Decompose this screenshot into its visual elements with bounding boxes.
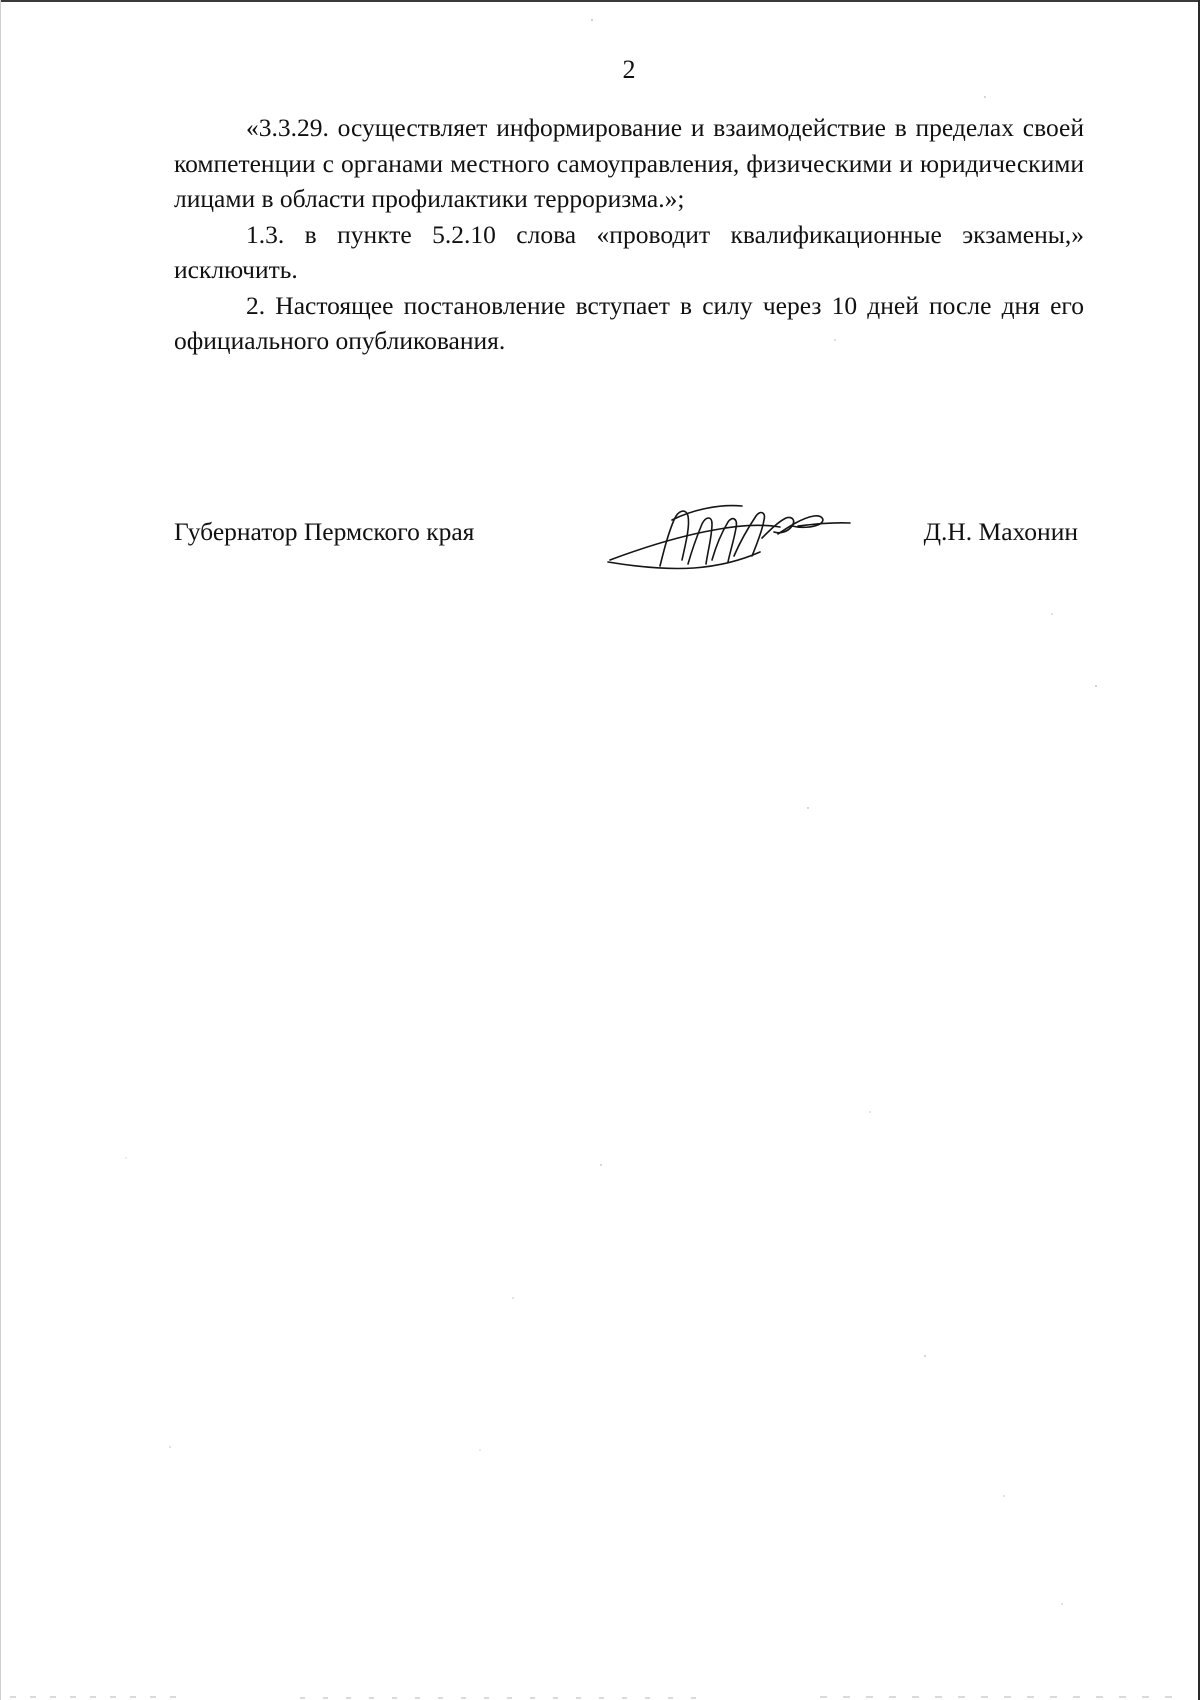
paragraph-item-2: 2. Настоящее постановление вступает в силу через 10 дней после дня его официального опубликования. (174, 290, 1084, 355)
document-body (174, 110, 1084, 359)
scan-bottom-edge (0, 1694, 1200, 1700)
page-number: 2 (622, 55, 636, 84)
handwritten-signature (602, 490, 862, 586)
paragraph-item-1-3: 1.3. в пункте 5.2.10 слова «проводит квалификационные экзамены,» исключить. (174, 219, 1084, 284)
signer-title: Губернатор Пермского края (174, 517, 475, 546)
scan-edge-left (0, 0, 1, 1700)
scan-edge-top (0, 0, 1200, 2)
signature-block (174, 510, 1084, 590)
signer-name: Д.Н. Махонин (923, 517, 1078, 546)
paragraph-item-3-3-29: «3.3.29. осуществляет информирование и взаимодействие в пределах своей компетенции с органами местного самоуправления, физическими и юридическими лицами в области профилактики терроризма.»; (174, 113, 1084, 213)
